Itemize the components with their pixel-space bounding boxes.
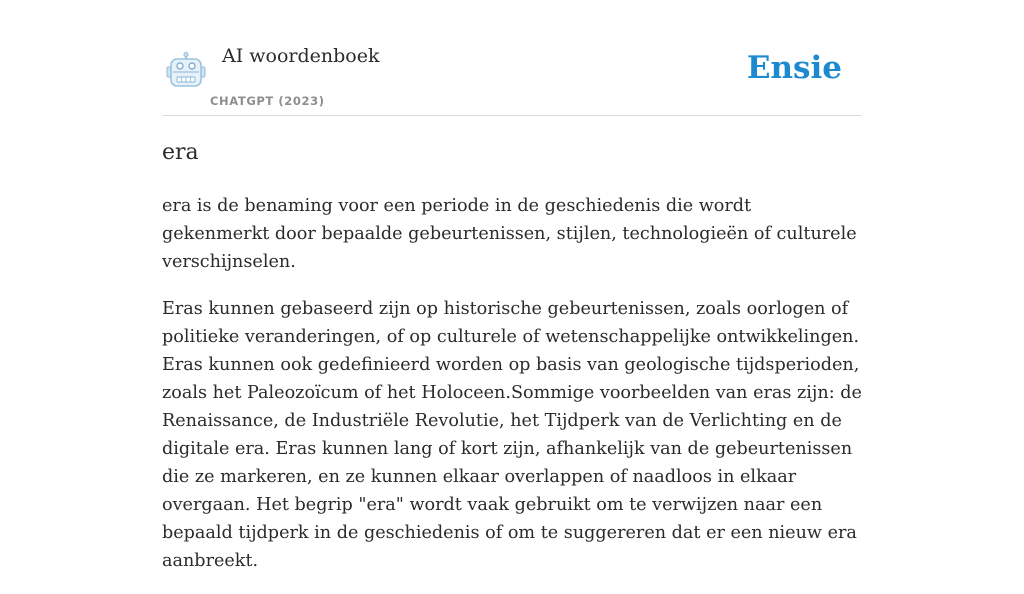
definition-paragraph: era is de benaming voor een periode in de geschiedenis die wordt gekenmerkt door bepaalde gebeurtenissen, stijlen, technologieën of culturele verschijnselen. <box>162 196 857 272</box>
entry-body <box>162 192 862 594</box>
entry-headword: era <box>162 140 199 165</box>
explanation-paragraph: Eras kunnen gebaseerd zijn op historische gebeurtenissen, zoals oorlogen of politieke veranderingen, of op culturele of wetenschappelijke ontwikkelingen. Eras kunnen ook gedefinieerd worden op basis van geologische tijdsperioden, zoals het Paleozoïcum of het Holoceen.Sommige voorbeelden van eras zijn: de Renaissance, de Industriële Revolutie, het Tijdperk van de Verlichting en de digitale era. Eras kunnen lang of kort zijn, afhankelijk van de gebeurtenissen die ze markeren, en ze kunnen elkaar overlappen of naadloos in elkaar overgaan. Het begrip "era" wordt vaak gebruikt om te verwijzen naar een bepaald tijdperk in de geschiedenis of om te suggereren dat er een nieuw era aanbreekt. <box>162 299 862 571</box>
dictionary-title[interactable]: AI woordenboek <box>222 45 380 67</box>
dictionary-source: CHATGPT (2023) <box>210 94 325 108</box>
dictionary-header <box>162 40 862 116</box>
robot-icon <box>166 52 206 88</box>
ensie-logo[interactable]: Ensie <box>746 50 842 86</box>
